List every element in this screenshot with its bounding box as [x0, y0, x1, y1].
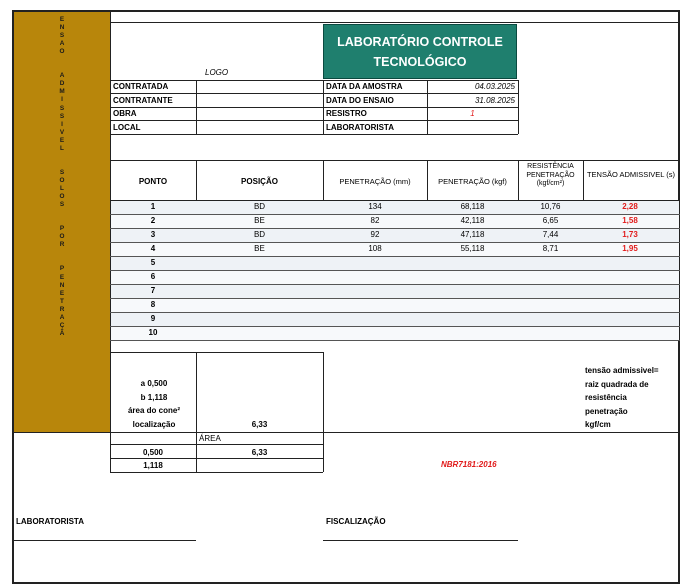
cell-ponto[interactable]: 9 [150, 314, 156, 323]
cell-pen_mm[interactable]: 108 [368, 244, 382, 253]
vertical-letter: E [59, 289, 65, 297]
calc-b: b 1,118 [140, 393, 168, 402]
cell-pen_kgf[interactable]: 68,118 [460, 202, 485, 211]
footer-laboratorista: LABORATORISTA [16, 517, 84, 526]
vertical-letter: R [59, 305, 65, 313]
table-row [111, 271, 679, 284]
grid-line [323, 352, 324, 432]
cell-ponto[interactable]: 4 [150, 244, 156, 253]
vertical-letter: S [59, 104, 65, 112]
grid-line [110, 458, 323, 459]
logo-placeholder: LOGO [205, 68, 229, 77]
cell-ponto[interactable]: 10 [148, 328, 158, 337]
vertical-letter: Ç [59, 321, 65, 329]
grid-line [110, 22, 680, 23]
cell-pen_kgf[interactable]: 55,118 [460, 244, 485, 253]
norma-reference: NBR7181:2016 [441, 460, 497, 469]
vertical-title-text [14, 12, 110, 436]
grid-line [518, 80, 519, 134]
cell-pen_mm[interactable]: 82 [370, 216, 380, 225]
tensao-formula-note [585, 364, 677, 432]
data-ensaio-value[interactable]: 31.08.2025 [474, 96, 515, 105]
cell-res[interactable]: 10,76 [540, 202, 561, 211]
grid-line [427, 80, 428, 134]
vertical-letter: S [59, 112, 65, 120]
laboratorista-label: LABORATORISTA [326, 123, 394, 132]
note-line: tensão admissivel= [585, 366, 659, 375]
cell-ponto[interactable]: 3 [150, 230, 156, 239]
vertical-letter: P [59, 225, 65, 233]
calc-localizacao: localização [132, 420, 176, 429]
vertical-letter: I [61, 96, 63, 104]
contratada-label: CONTRATADA [113, 82, 169, 91]
vertical-letter: Ã [59, 329, 65, 337]
data-ensaio-label: DATA DO ENSAIO [326, 96, 394, 105]
lab-title: LABORATÓRIO CONTROLE TECNOLÓGICO [323, 24, 517, 79]
vertical-letter: E [59, 136, 65, 144]
grid-line [196, 80, 197, 134]
cell-tensao[interactable]: 1,58 [622, 216, 638, 225]
col-header-ponto: PONTO [138, 177, 168, 186]
signature-line [323, 540, 518, 541]
grid-line [110, 120, 518, 121]
cell-pen_mm[interactable]: 134 [368, 202, 382, 211]
vertical-letter: O [59, 193, 65, 201]
grid-line [110, 80, 518, 81]
grid-line [110, 93, 518, 94]
cell-pen_kgf[interactable]: 47,118 [460, 230, 485, 239]
note-line: kgf/cm [585, 420, 611, 429]
cell-res[interactable]: 6,65 [542, 216, 559, 225]
table-row [111, 257, 679, 270]
vertical-letter: A [59, 72, 65, 80]
footer-fiscalizacao: FISCALIZAÇÃO [326, 517, 386, 526]
cell-posicao[interactable]: BE [254, 244, 265, 253]
vertical-letter: S [59, 168, 65, 176]
area-value-2: 6,33 [251, 448, 268, 457]
vertical-letter: S [59, 32, 65, 40]
col-header-penetracao-kgf: PENETRAÇÃO (kgf) [438, 177, 507, 186]
cell-posicao[interactable]: BD [253, 230, 266, 239]
a-value: 0,500 [142, 448, 164, 457]
vertical-letter: N [59, 24, 65, 32]
grid-line [110, 134, 518, 135]
area-label: ÁREA [199, 434, 221, 443]
cell-ponto[interactable]: 6 [150, 272, 156, 281]
vertical-letter: O [59, 176, 65, 184]
note-line: penetração [585, 406, 628, 416]
col-header-tensao: TENSÃO ADMISSIVEL (s) [586, 170, 676, 179]
vertical-letter: O [59, 233, 65, 241]
calc-a: a 0,500 [140, 379, 168, 388]
vertical-letter: V [59, 128, 65, 136]
data-amostra-label: DATA DA AMOSTRA [326, 82, 403, 91]
vertical-letter: P [59, 265, 65, 273]
vertical-letter: E [59, 273, 65, 281]
grid-line [323, 432, 324, 472]
calc-area-value: 6,33 [251, 420, 268, 429]
vertical-letter: O [59, 48, 65, 56]
note-line: resistência [585, 393, 627, 402]
vertical-letter: D [59, 80, 65, 88]
table-row [111, 327, 679, 340]
cell-posicao[interactable]: BE [254, 216, 265, 225]
contratante-label: CONTRATANTE [113, 96, 173, 105]
cell-tensao[interactable]: 1,95 [622, 244, 638, 253]
cell-ponto[interactable]: 7 [150, 286, 156, 295]
cell-pen_mm[interactable]: 92 [370, 230, 380, 239]
cell-ponto[interactable]: 8 [150, 300, 156, 309]
cell-pen_kgf[interactable]: 42,118 [460, 216, 485, 225]
vertical-letter: I [61, 120, 63, 128]
cell-posicao[interactable]: BD [253, 202, 266, 211]
grid-line [323, 80, 324, 134]
registro-value[interactable]: 1 [470, 109, 475, 118]
cell-ponto[interactable]: 5 [150, 258, 156, 267]
registro-label: RESISTRO [326, 109, 367, 118]
vertical-letter: A [59, 40, 65, 48]
vertical-letter: N [59, 281, 65, 289]
vertical-letter: T [60, 297, 64, 305]
cell-res[interactable]: 8,71 [542, 244, 559, 253]
vertical-letter: L [60, 144, 64, 152]
table-row [111, 285, 679, 298]
table-row [111, 299, 679, 312]
col-header-posicao: POSIÇÃO [241, 177, 278, 186]
vertical-letter: E [59, 16, 65, 23]
grid-line [14, 432, 680, 433]
data-amostra-value[interactable]: 04.03.2025 [474, 82, 515, 91]
vertical-letter: A [59, 313, 65, 321]
table-row [111, 313, 679, 326]
grid-line [110, 352, 323, 353]
b-value: 1,118 [143, 461, 163, 470]
vertical-letter: R [59, 241, 65, 249]
note-line: raiz quadrada de [585, 379, 649, 389]
obra-label: OBRA [113, 109, 137, 118]
sidebar-vertical-title [14, 12, 111, 432]
local-label: LOCAL [113, 123, 141, 132]
grid-line [110, 472, 323, 473]
cell-ponto[interactable]: 1 [150, 202, 156, 211]
cell-ponto[interactable]: 2 [150, 216, 156, 225]
cell-tensao[interactable]: 2,28 [622, 202, 638, 211]
vertical-letter: M [59, 88, 65, 96]
cell-res[interactable]: 7,44 [542, 230, 559, 239]
grid-line [110, 340, 680, 341]
grid-line [110, 107, 518, 108]
vertical-letter: L [60, 184, 64, 192]
vertical-letter: S [59, 201, 65, 209]
cell-tensao[interactable]: 1,73 [622, 230, 638, 239]
col-header-resistencia: RESISTÊNCIA PENETRAÇÃO (kgf/cm²) [526, 163, 575, 188]
grid-line [110, 444, 323, 445]
signature-line [14, 540, 196, 541]
col-header-penetracao-mm: PENETRAÇÃO (mm) [339, 177, 411, 186]
calc-area-cone: área do cone² [127, 406, 180, 415]
